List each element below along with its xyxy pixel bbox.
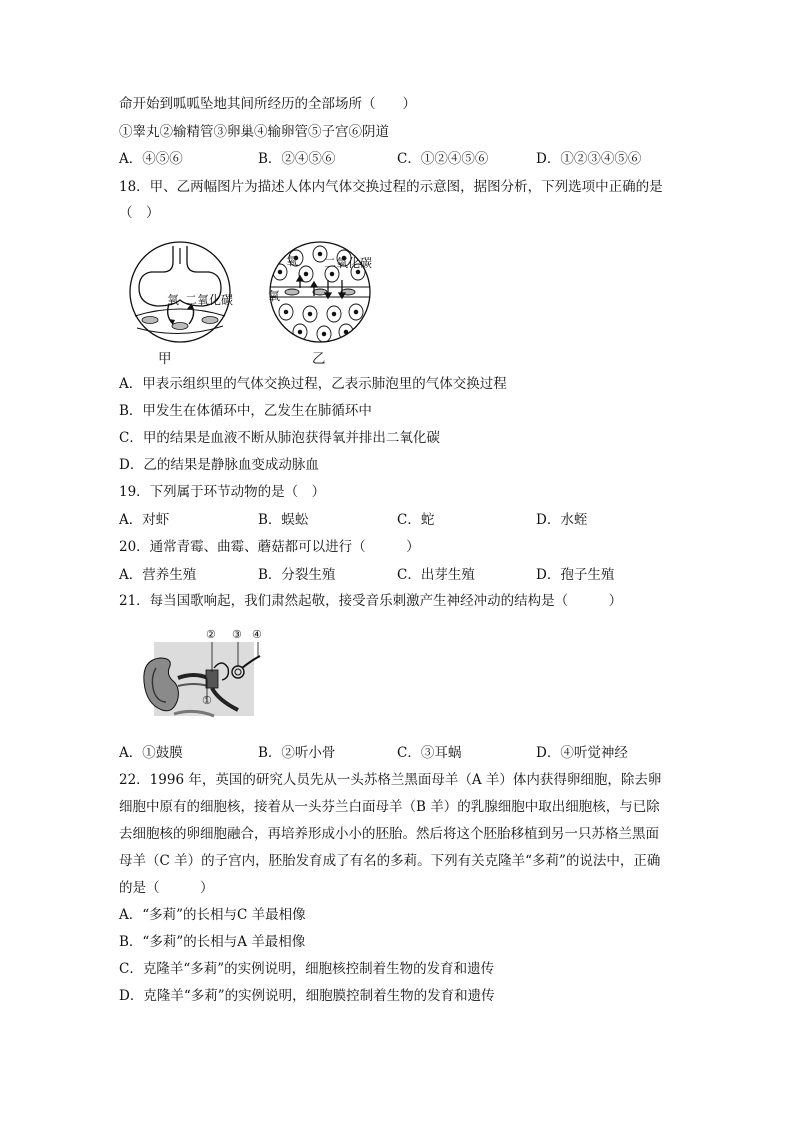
q17-items: ①睾丸②输精管③卵巢④输卵管⑤子宫⑥阴道 xyxy=(119,124,389,140)
q19-option-c: C．蛇 xyxy=(397,512,435,528)
ear-figure xyxy=(134,628,266,720)
figure-jia-caption: 甲 xyxy=(158,351,172,367)
q17-option-a: A．④⑤⑥ xyxy=(119,151,183,167)
ear-label-2: ② xyxy=(206,628,216,641)
q21-option-b: B．②听小骨 xyxy=(258,745,336,761)
tissue-figure xyxy=(266,240,374,345)
q22-stem-line-3: 去细胞核的卵细胞融合，再培养形成小小的胚胎。然后将这个胚胎移植到另一只苏格兰黑面 xyxy=(119,826,659,842)
q18-stem-paren: （ ） xyxy=(119,205,160,221)
q22-option-c: C．克隆羊“多莉”的实例说明，细胞核控制着生物的发育和遗传 xyxy=(119,961,495,977)
q21-option-a: A．①鼓膜 xyxy=(119,745,183,761)
yi-oxygen-top-label: 氧 xyxy=(286,254,299,268)
q20-option-d: D．孢子生殖 xyxy=(536,567,615,583)
q19-option-a: A．对虾 xyxy=(119,512,170,528)
q17-option-d: D．①②③④⑤⑥ xyxy=(536,151,642,167)
yi-oxygen-left-label: 氧 xyxy=(268,289,281,303)
q21-option-d: D．④听觉神经 xyxy=(536,745,628,761)
q17-stem-cont: 命开始到呱呱坠地其间所经历的全部场所（ ） xyxy=(119,96,416,112)
q18-option-d: D．乙的结果是静脉血变成动脉血 xyxy=(119,457,319,473)
q17-option-b: B．②④⑤⑥ xyxy=(258,151,336,167)
q22-stem-line-1: 22．1996 年，英国的研究人员先从一头苏格兰黑面母羊（A 羊）体内获得卵细胞，除去卵 xyxy=(119,772,662,788)
q19-option-b: B．蜈蚣 xyxy=(258,512,309,528)
q17-option-c: C．①②④⑤⑥ xyxy=(397,151,489,167)
q18-stem: 18．甲、乙两幅图片为描述人体内气体交换过程的示意图，据图分析，下列选项中正确的是 xyxy=(119,179,663,195)
q21-stem: 21．每当国歌响起，我们肃然起敬，接受音乐刺激产生神经冲动的结构是（ ） xyxy=(119,593,623,609)
q22-option-b: B．“多莉”的长相与A 羊最相像 xyxy=(119,934,306,950)
q18-option-b: B．甲发生在体循环中，乙发生在肺循环中 xyxy=(119,403,372,419)
figure-yi-caption: 乙 xyxy=(312,351,326,367)
q22-option-d: D．克隆羊“多莉”的实例说明，细胞膜控制着生物的发育和遗传 xyxy=(119,988,495,1004)
q21-option-c: C．③耳蜗 xyxy=(397,745,462,761)
q22-stem-line-2: 细胞中原有的细胞核，接着从一头芬兰白面母羊（B 羊）的乳腺细胞中取出细胞核，与已除 xyxy=(119,799,660,815)
q18-option-c: C．甲的结果是血液不断从肺泡获得氧并排出二氧化碳 xyxy=(119,430,440,446)
q22-option-a: A．“多莉”的长相与C 羊最相像 xyxy=(119,907,306,923)
q20-option-b: B．分裂生殖 xyxy=(258,567,336,583)
q20-option-a: A．营养生殖 xyxy=(119,567,197,583)
q20-option-c: C．出芽生殖 xyxy=(397,567,475,583)
alveolus-figure xyxy=(125,240,235,345)
ear-label-4: ④ xyxy=(252,628,262,641)
q19-stem: 19．下列属于环节动物的是（ ） xyxy=(119,484,326,500)
q19-option-d: D．水蛭 xyxy=(536,512,588,528)
ear-label-3: ③ xyxy=(232,628,242,641)
q18-option-a: A．甲表示组织里的气体交换过程，乙表示肺泡里的气体交换过程 xyxy=(119,376,507,392)
jia-co2-label: 二氧化碳 xyxy=(185,293,234,307)
q22-stem-line-4: 母羊（C 羊）的子宫内，胚胎发育成了有名的多莉。下列有关克隆羊“多莉”的说法中，正确 xyxy=(119,853,661,869)
ear-label-1: ① xyxy=(202,694,212,707)
yi-co2-label: 二氧化碳 xyxy=(324,256,373,270)
q20-stem: 20．通常青霉、曲霉、蘑菇都可以进行（ ） xyxy=(119,539,420,555)
jia-oxygen-label: 氧 xyxy=(167,293,180,307)
q22-stem-line-5: 的是（ ） xyxy=(119,880,214,896)
